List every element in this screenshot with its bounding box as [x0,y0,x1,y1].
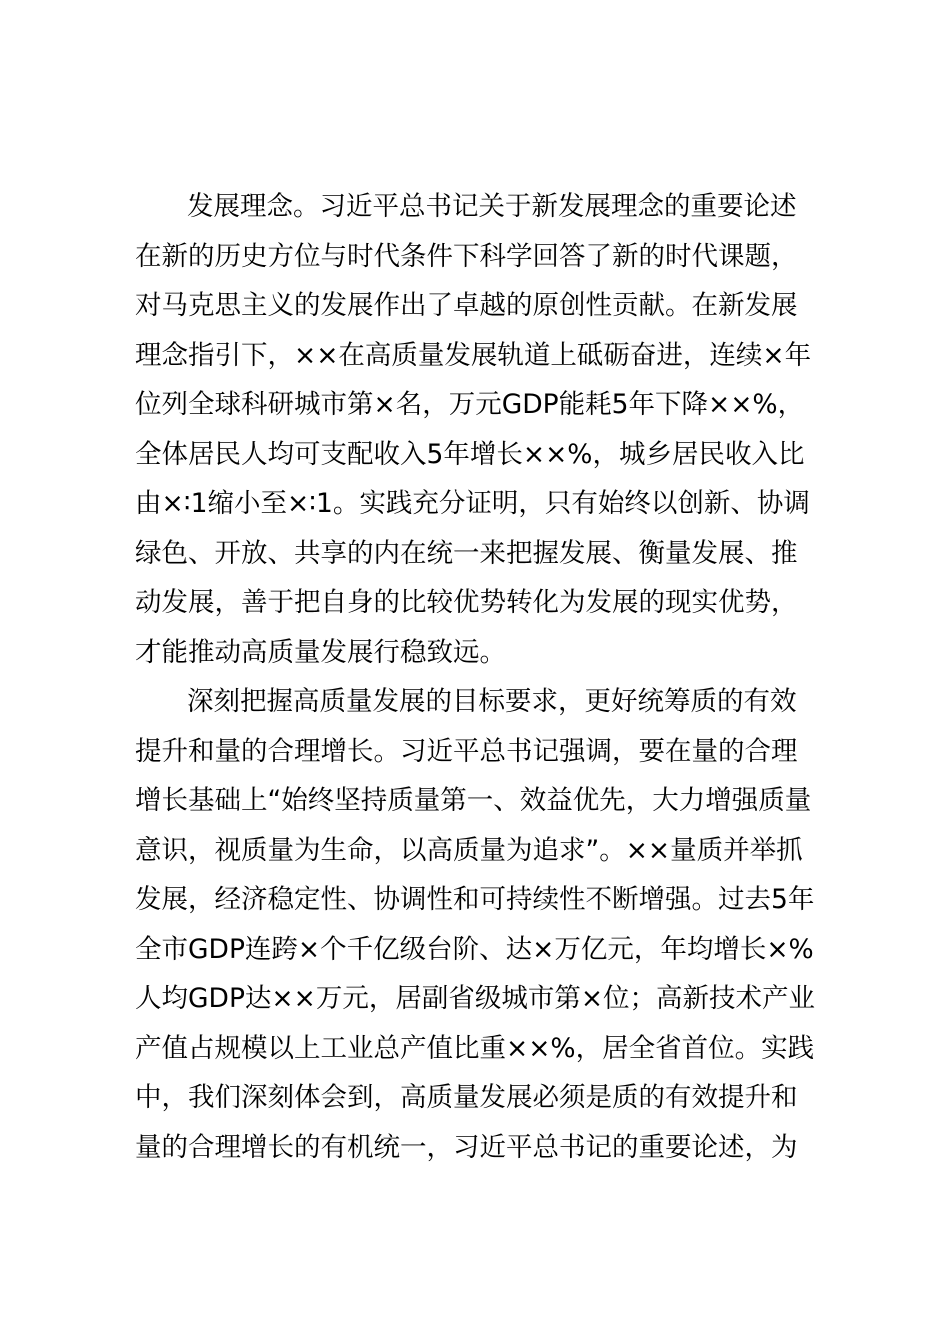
paragraph-line: 绿色、开放、共享的内在统一来把握发展、衡量发展、推 [135,537,798,569]
paragraph-line: 对马克思主义的发展作出了卓越的原创性贡献。在新发展 [135,290,798,321]
paragraph-line: 才能推动高质量发展行稳致远。 [135,636,506,668]
paragraph-line: 由×∶1缩小至×∶1。实践充分证明，只有始终以创新、协调 [135,488,810,519]
paragraph-line: 人均GDP达××万元，居副省级城市第×位；高新技术产业 [135,983,816,1014]
paragraph-line: 产值占规模以上工业总产值比重××%，居全省首位。实践 [135,1032,815,1064]
paragraph-line: 提升和量的合理增长。习近平总书记强调，要在量的合理 [135,735,798,767]
paragraph-line: 动发展，善于把自身的比较优势转化为发展的现实优势， [135,587,798,618]
paragraph-line: 理念指引下，××在高质量发展轨道上砥砺奋进，连续×年 [135,339,812,371]
paragraph-line: 意识，视质量为生命，以高质量为追求”。××量质并举抓 [135,834,803,866]
paragraph-line: 发展，经济稳定性、协调性和可持续性不断增强。过去5年 [135,884,815,915]
document-body [135,182,855,1172]
paragraph-line: 量的合理增长的有机统一，习近平总书记的重要论述，为 [135,1131,798,1163]
paragraph-line: 在新的历史方位与时代条件下科学回答了新的时代课题， [135,240,798,272]
paragraph-line: 全体居民人均可支配收入5年增长××%，城乡居民收入比 [135,438,805,470]
paragraph-line: 位列全球科研城市第×名，万元GDP能耗5年下降××%， [135,389,805,420]
paragraph-quality-growth [135,677,855,1172]
paragraph-line: 深刻把握高质量发展的目标要求，更好统筹质的有效 [187,686,797,717]
paragraph-development-concept [135,182,855,677]
paragraph-line: 增长基础上“始终坚持质量第一、效益优先，大力增强质量 [135,785,812,816]
paragraph-line: 全市GDP连跨×个千亿级台阶、达×万亿元，年均增长×% [135,933,814,965]
paragraph-line: 中，我们深刻体会到，高质量发展必须是质的有效提升和 [135,1082,798,1113]
paragraph-line: 发展理念。习近平总书记关于新发展理念的重要论述 [187,191,797,222]
